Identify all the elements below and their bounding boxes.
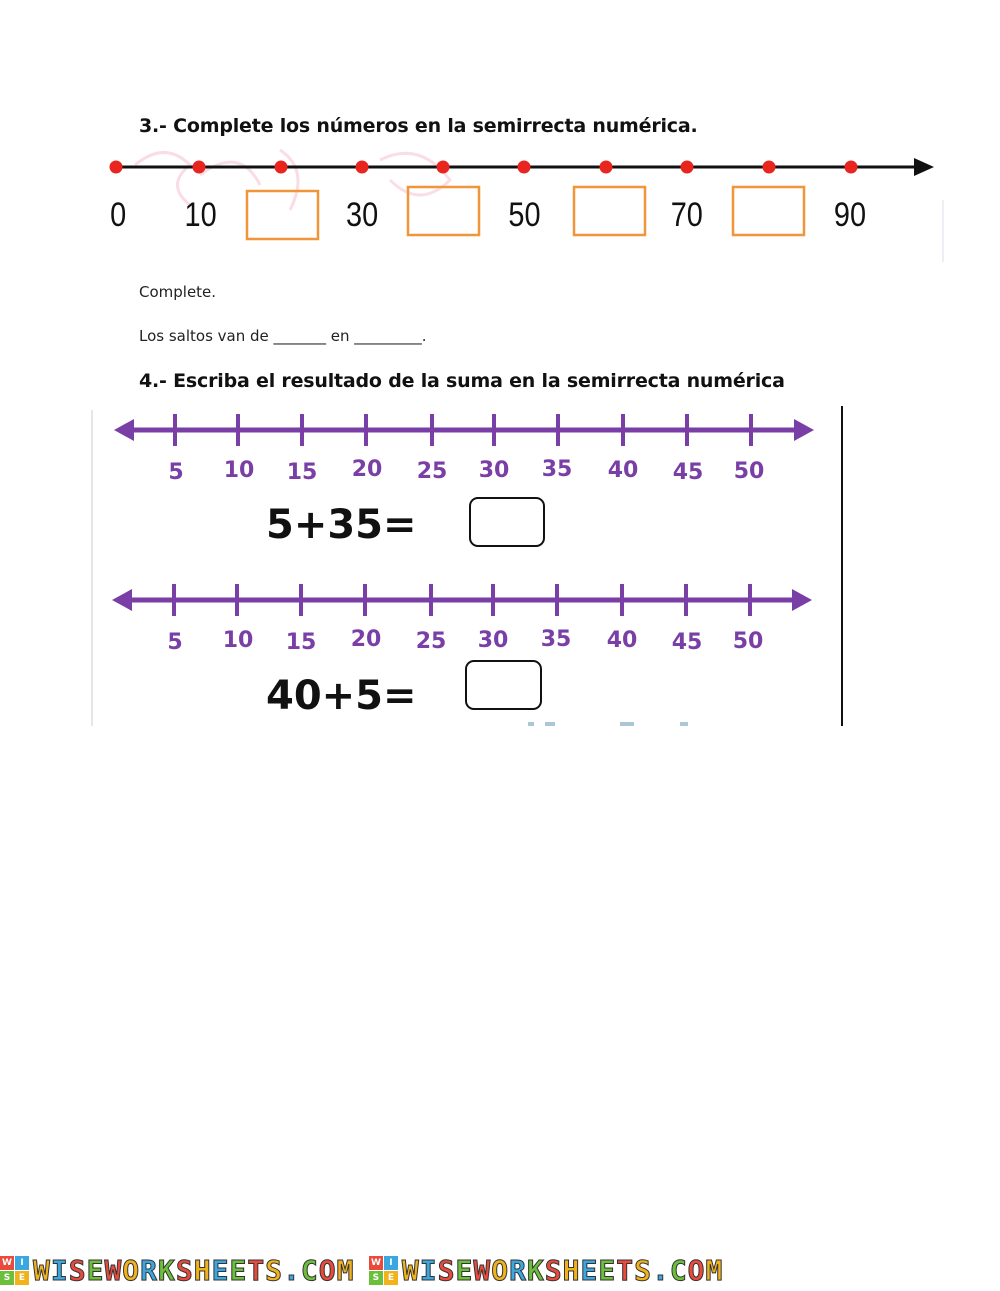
tick-label-2a-20: 20 (351, 457, 383, 482)
tick-label-2b-40: 40 (606, 628, 638, 653)
tick-label-2b-30: 30 (477, 628, 509, 653)
tick-label-2b-35: 35 (540, 627, 572, 652)
tick-label-2a-35: 35 (541, 457, 573, 482)
tick-label-2b-10: 10 (222, 628, 254, 653)
tick-label-2b-5: 5 (167, 630, 183, 655)
tick-label-2a-10: 10 (223, 458, 255, 483)
label-90: 90 (833, 194, 867, 234)
tick-label-2a-45: 45 (672, 460, 704, 485)
tick-label-2b-15: 15 (285, 630, 317, 655)
answer-box-eq2[interactable] (466, 661, 541, 709)
label-30: 30 (346, 194, 379, 234)
label-50: 50 (508, 194, 541, 234)
number-line-2a-left-arrow (114, 419, 134, 441)
section4-title: 4.- Escriba el resultado de la suma en la semirrecta numérica (139, 370, 785, 392)
equation-1: 5+35= (266, 502, 417, 548)
logo-icon: W I S E (369, 1256, 398, 1285)
number-line-2a (114, 414, 814, 446)
tick-label-2b-50: 50 (732, 629, 764, 654)
number-line-2a-right-arrow (794, 419, 814, 441)
jumps-sentence: Los saltos van de _______ en _________. (139, 327, 427, 345)
instruction-complete: Complete. (139, 283, 217, 301)
tick-label-2a-15: 15 (286, 460, 318, 485)
number-line-2b-right-arrow (792, 589, 812, 611)
watermark-1: W I S E W I S E W O R K S H E E T S . C O M (0, 1254, 354, 1287)
watermark-2: W I S E W I S E W O R K S H E E T S . C O M (369, 1254, 723, 1287)
answer-box-eq1[interactable] (470, 498, 544, 546)
equation-2: 40+5= (266, 673, 417, 719)
number-line-2b-left-arrow (112, 589, 132, 611)
tick-label-2b-25: 25 (415, 629, 447, 654)
tick-label-2a-25: 25 (416, 459, 448, 484)
tick-label-2a-40: 40 (607, 458, 639, 483)
tick-label-2a-50: 50 (733, 459, 765, 484)
tick-label-2a-5: 5 (168, 460, 184, 485)
number-line-2b (112, 584, 812, 616)
label-0: 0 (110, 194, 127, 234)
tick-label-2b-20: 20 (350, 627, 382, 652)
logo-icon: W I S E (0, 1256, 29, 1285)
cropped-artifact (528, 722, 688, 726)
section3-title: 3.- Complete los números en la semirrecta numérica. (139, 115, 698, 137)
footer-watermark (0, 1252, 1000, 1288)
tick-label-2a-30: 30 (478, 458, 510, 483)
label-70: 70 (670, 194, 703, 234)
label-10: 10 (184, 194, 217, 234)
tick-label-2b-45: 45 (671, 630, 703, 655)
